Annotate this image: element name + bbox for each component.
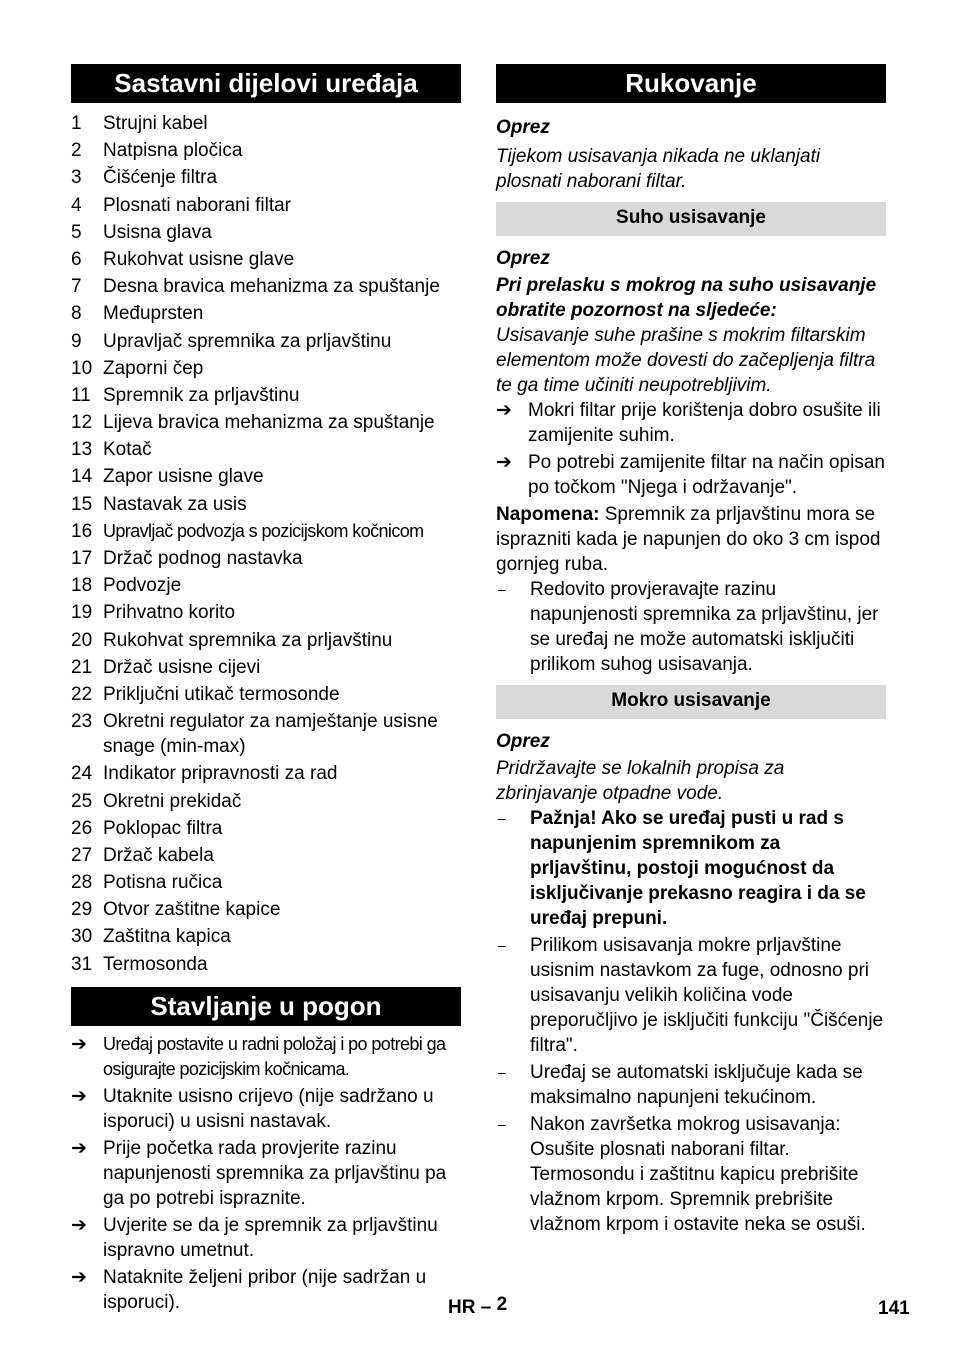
arrow-icon: ➔: [71, 1085, 87, 1107]
part-number: 17: [71, 548, 93, 569]
part-number: 13: [71, 439, 93, 461]
list-item: [71, 870, 461, 895]
dash-marker: –: [498, 810, 506, 826]
part-number: 20: [71, 629, 93, 651]
part-number: 25: [71, 790, 93, 812]
dash-marker: –: [498, 581, 506, 597]
list-item: [71, 437, 461, 462]
list-item: [71, 1084, 461, 1134]
list-item: [71, 761, 461, 786]
list-item: [71, 138, 461, 163]
list-item: [496, 1112, 886, 1237]
step-text: Uređaj postavite u radni položaj i po potrebi ga osigurajte pozicijskim kočnicama.: [103, 1033, 446, 1079]
list-item: [496, 398, 886, 448]
list-item: [496, 1060, 886, 1110]
part-number: 30: [71, 926, 93, 948]
list-item: [71, 573, 461, 598]
part-label: Priključni utikač termosonde: [103, 683, 340, 705]
item-text: Uređaj se automatski isključuje kada se maksimalno napunjeni tekućinom.: [530, 1062, 863, 1108]
arrow-icon: ➔: [71, 1214, 87, 1236]
part-number: 16: [71, 520, 93, 542]
caution-text: Pridržavajte se lokalnih propisa za zbrinjavanje otpadne vode.: [496, 758, 785, 804]
step-text: Uvjerite se da je spremnik za prljavštinu ispravno umetnut.: [103, 1214, 438, 1261]
part-label: Držač kabela: [103, 844, 214, 866]
part-label: Otvor zaštitne kapice: [103, 899, 281, 921]
list-item: [71, 816, 461, 841]
part-number: 11: [71, 384, 91, 406]
item-text: Prilikom usisavanja mokre prljavštine usisnim nastavkom za fuge, odnosno pri usisavanju velikih količina vode preporučljivo je isključiti funkciju "Čišćenje filtra".: [530, 935, 884, 1056]
list-item: – Redovito provjeravajte razinu napunjenosti spremnika za prljavštinu, jer se uređaj ne može automatski isključiti prilikom suhog usisavanja.: [498, 579, 879, 675]
part-label: Nastavak za usis: [103, 493, 247, 515]
part-number: 29: [71, 899, 93, 921]
list-item: [71, 924, 461, 949]
right-column: [496, 64, 886, 1239]
list-item: [71, 1265, 461, 1315]
part-label: Termosonda: [103, 953, 208, 975]
part-label: Podvozje: [103, 575, 182, 597]
part-label: Okretni regulator za namještanje usisne snage (min-max): [103, 711, 438, 758]
part-number: 12: [71, 412, 93, 434]
dash-marker: –: [498, 1064, 506, 1080]
page-number: 141: [878, 1298, 910, 1319]
caution-bold-text: Pri prelasku s mokrog na suho usisavanje obratite pozornost na sljedeće:: [496, 275, 877, 321]
list-item: [496, 450, 886, 500]
startup-steps: [71, 1032, 461, 1315]
part-number: 26: [71, 817, 93, 839]
left-column: [71, 64, 461, 1317]
part-number: 9: [71, 330, 82, 352]
note-text: Spremnik za prljavštinu mora se isprazniti kada je napunjen do oko 3 cm ispod gornjeg ruba.: [496, 504, 881, 575]
part-number: 8: [71, 303, 82, 325]
dash-marker: –: [498, 1116, 506, 1132]
part-number: 24: [71, 763, 93, 785]
wet-items: [496, 933, 886, 1237]
part-number: 3: [71, 167, 82, 189]
list-item: [71, 546, 461, 571]
list-item: [71, 165, 461, 190]
part-label: Držač usisne cijevi: [103, 656, 261, 678]
list-item: [71, 492, 461, 517]
arrow-icon: ➔: [71, 1033, 87, 1055]
list-item: [71, 682, 461, 707]
list-item: [71, 1032, 461, 1082]
list-item: [496, 933, 886, 1058]
part-number: 6: [71, 248, 82, 270]
subsection-wet: Mokro usisavanje: [496, 685, 886, 719]
part-number: 2: [71, 140, 82, 162]
part-label: Zaštitna kapica: [103, 926, 231, 948]
list-item: – Pažnja! Ako se uređaj pusti u rad s napunjenim spremnikom za prljavštinu, postoji mogućnost da isključivanje prekasno reagira i da se uređaj prepuni.: [498, 808, 866, 929]
part-label: Okretni prekidač: [103, 790, 242, 812]
part-label: Plosnati naborani filtar: [103, 194, 291, 216]
list-item: [71, 600, 461, 625]
caution-text: Usisavanje suhe prašine s mokrim filtarskim elementom može dovesti do začepljenja filtra te ga time učiniti neupotrebljivim.: [496, 325, 876, 396]
note: [496, 502, 886, 577]
arrow-icon: ➔: [71, 1137, 87, 1159]
part-number: 28: [71, 872, 93, 894]
list-item: [71, 329, 461, 354]
item-text: Nakon završetka mokrog usisavanja: Osušite plosnati naborani filtar. Termosondu i zaštitnu kapicu prebrišite vlažnom krpom. Spremnik prebrišite vlažnom krpom i ostavite neka se osuši.: [530, 1114, 866, 1235]
note-label: Napomena:: [496, 504, 600, 525]
part-label: Upravljač spremnika za prljavštinu: [103, 330, 392, 352]
arrow-icon: ➔: [71, 1266, 87, 1288]
part-label: Rukohvat spremnika za prljavštinu: [103, 629, 393, 651]
subsection-dry: Suho usisavanje: [496, 202, 886, 236]
list-item: [71, 1213, 461, 1263]
list-item: [71, 193, 461, 218]
dash-marker: –: [498, 937, 506, 953]
caution-heading: Oprez: [496, 248, 550, 269]
list-item: [71, 897, 461, 922]
part-label: Međuprsten: [103, 303, 204, 325]
section-title-startup: Stavljanje u pogon: [71, 987, 461, 1026]
section-title-components: Sastavni dijelovi uređaja: [71, 64, 461, 103]
list-item: [71, 952, 461, 977]
list-item: [71, 843, 461, 868]
part-number: 22: [71, 683, 93, 705]
part-label: Potisna ručica: [103, 872, 223, 894]
part-number: 21: [71, 656, 93, 678]
step-text: Mokri filtar prije korištenja dobro osušite ili zamijenite suhim.: [528, 400, 881, 446]
list-item: [71, 709, 461, 759]
part-number: 19: [71, 602, 93, 624]
part-number: 10: [71, 357, 93, 379]
part-label: Strujni kabel: [103, 113, 208, 134]
part-label: Prihvatno korito: [103, 602, 236, 624]
part-label: Natpisna pločica: [103, 140, 243, 162]
list-item: [71, 628, 461, 653]
part-label: Držač podnog nastavka: [103, 548, 303, 569]
list-item: [71, 464, 461, 489]
part-number: 4: [71, 194, 82, 216]
list-item: [71, 655, 461, 680]
part-number: 7: [71, 276, 82, 298]
part-number: 14: [71, 466, 93, 488]
arrow-icon: ➔: [496, 400, 512, 421]
part-label: Upravljač podvozja s pozicijskom kočnicom: [103, 520, 424, 541]
list-item: [71, 356, 461, 381]
list-item: [71, 789, 461, 814]
list-item: [71, 410, 461, 435]
part-number: 23: [71, 711, 93, 733]
part-label: Kotač: [103, 439, 152, 461]
part-number: 31: [71, 953, 93, 975]
step-text: Po potrebi zamijenite filtar na način opisan po točkom "Njega i održavanje".: [528, 452, 885, 498]
part-number: 27: [71, 844, 93, 866]
part-label: Desna bravica mehanizma za spuštanje: [103, 276, 440, 298]
part-label: Čišćenje filtra: [103, 167, 218, 189]
list-item: [71, 519, 461, 544]
part-number: 5: [71, 221, 82, 243]
part-label: Zapor usisne glave: [103, 466, 264, 488]
part-number: 1: [71, 113, 82, 134]
part-label: Usisna glava: [103, 221, 212, 243]
step-text: Utaknite usisno crijevo (nije sadržano u isporuci) u usisni nastavak.: [103, 1085, 434, 1132]
parts-list: [71, 111, 461, 977]
part-number: 18: [71, 575, 93, 597]
caution-heading: Oprez: [496, 117, 550, 138]
footer-section-label: HR – 2: [448, 1294, 508, 1318]
part-label: Indikator pripravnosti za rad: [103, 763, 338, 785]
dry-steps: [496, 398, 886, 500]
list-item: [71, 247, 461, 272]
list-item: [71, 220, 461, 245]
list-item: [71, 383, 461, 408]
part-label: Rukohvat usisne glave: [103, 248, 295, 270]
arrow-icon: ➔: [496, 452, 512, 473]
part-label: Spremnik za prljavštinu: [103, 384, 300, 406]
list-item: [71, 1136, 461, 1211]
part-label: Lijeva bravica mehanizma za spuštanje: [103, 412, 435, 434]
caution-heading: Oprez: [496, 731, 550, 752]
list-item: [71, 111, 461, 136]
list-item: [71, 274, 461, 299]
step-text: Prije početka rada provjerite razinu napunjenosti spremnika za prljavštinu pa ga po potrebi ispraznite.: [103, 1137, 447, 1209]
list-item: [71, 301, 461, 326]
step-text: Nataknite željeni pribor (nije sadržan u isporuci).: [103, 1266, 427, 1313]
caution-text: Tijekom usisavanja nikada ne uklanjati plosnati naborani filtar.: [496, 146, 821, 192]
part-number: 15: [71, 493, 93, 515]
part-label: Poklopac filtra: [103, 817, 223, 839]
section-title-operation: Rukovanje: [496, 64, 886, 103]
part-label: Zaporni čep: [103, 357, 204, 379]
